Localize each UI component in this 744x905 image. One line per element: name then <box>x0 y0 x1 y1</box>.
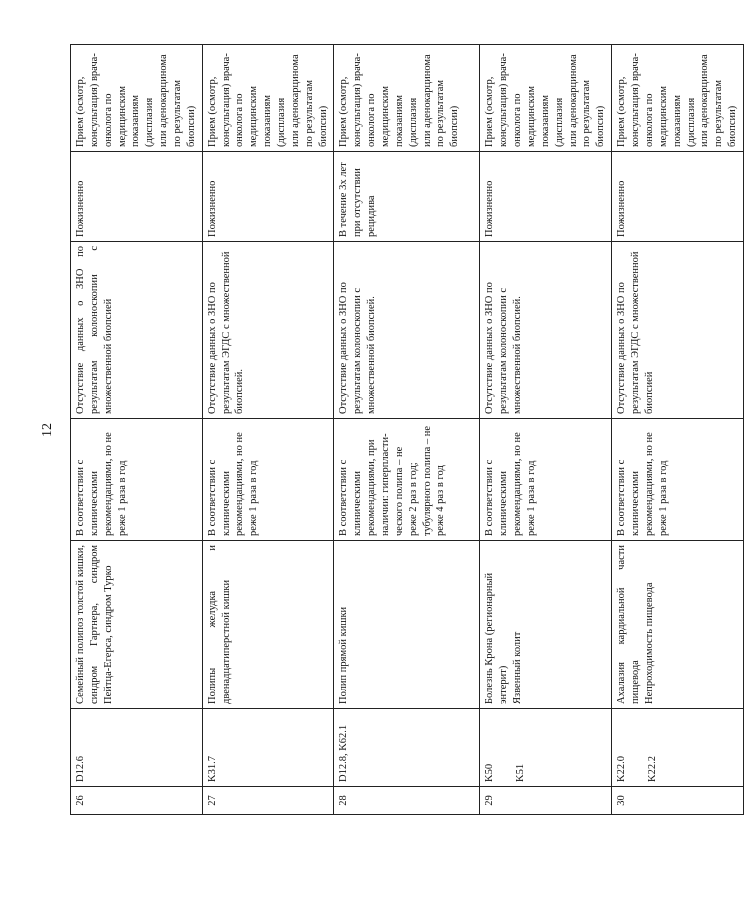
action-line: или аденокарцинома <box>699 54 711 147</box>
action-line: консультация) врача- <box>220 53 232 147</box>
action-line: или аденокарцинома <box>158 54 170 147</box>
table-row <box>71 45 203 815</box>
disease-name-primary: Болезнь Крона (регионарный энтерит) <box>484 572 510 704</box>
action-line: показаниям (дисплазия <box>393 95 419 147</box>
disease-name: Полипы желудка и двенадцатиперстной кишки <box>202 541 334 709</box>
table-row <box>480 45 612 815</box>
row-number: 28 <box>334 787 480 815</box>
recommended-actions <box>334 45 480 152</box>
disease-name-primary: Ахалазия кардиальной части пищевода <box>616 545 642 704</box>
icd-code: D12.8, K62.1 <box>334 709 480 787</box>
removal-criteria: Отсутствие данных о ЗНО по результатам ЭГДС с множественной биопсией. <box>202 242 334 419</box>
icd-code-secondary: K22.2 <box>647 756 659 782</box>
observation-frequency: В соответствии с клиническими рекомендациями, при наличии: гиперпласти-ческого полипа – не реже 2 раз в год; тубулярного полипа – не реже 4 раз в год <box>334 419 480 541</box>
action-line: или аденокарцинома <box>567 54 579 147</box>
dispensary-table-wrapper <box>70 35 739 885</box>
action-line: онколога по медицинским <box>512 85 538 147</box>
action-line: Прием (осмотр, <box>75 76 86 147</box>
observation-duration: Пожизненно <box>612 152 744 242</box>
action-line: консультация) врача- <box>352 53 364 147</box>
observation-frequency: В соответствии с клиническими рекомендациями, но не реже 1 раза в год <box>71 419 203 541</box>
recommended-actions <box>612 45 744 152</box>
action-line: онколога по медицинским <box>643 85 669 147</box>
icd-code: K31.7 <box>202 709 334 787</box>
table-row <box>334 45 480 815</box>
icd-code <box>612 709 744 787</box>
action-line: онколога по медицинским <box>234 85 260 147</box>
action-line: по результатам биопсии) <box>303 79 329 147</box>
disease-name-secondary: Непроходимость пищевода <box>643 582 655 704</box>
action-line: показаниям (дисплазия <box>262 95 288 147</box>
disease-name: Полип прямой кишки <box>334 541 480 709</box>
action-line: показаниям (дисплазия <box>539 95 565 147</box>
icd-code-primary: K50 <box>484 763 496 782</box>
action-line: по результатам биопсии) <box>172 79 197 147</box>
observation-duration: Пожизненно <box>71 152 203 242</box>
disease-name <box>612 541 744 709</box>
action-line: Прием (осмотр, <box>338 76 350 147</box>
action-line: Прием (осмотр, <box>206 76 218 147</box>
action-line: или аденокарцинома <box>421 54 433 147</box>
table-row <box>202 45 334 815</box>
action-line: консультация) врача- <box>498 53 510 147</box>
observation-frequency: В соответствии с клиническими рекомендациями, но не реже 1 раза в год <box>612 419 744 541</box>
disease-name: Семейный полипоз толстой кишки, синдром Гартнера, синдром Пейтца-Егерса, синдром Турко <box>71 541 203 709</box>
row-number: 30 <box>612 787 744 815</box>
action-line: по результатам биопсии) <box>581 79 607 147</box>
action-line: или аденокарцинома <box>289 54 301 147</box>
removal-criteria: Отсутствие данных о ЗНО по результатам колоноскопии с множественной биопсией <box>71 242 203 419</box>
observation-duration: Пожизненно <box>202 152 334 242</box>
action-line: онколога по медицинским <box>102 85 128 147</box>
observation-duration: Пожизненно <box>480 152 612 242</box>
action-line: консультация) врача- <box>88 53 100 147</box>
row-number: 26 <box>71 787 203 815</box>
rotated-table-frame <box>70 45 739 815</box>
row-number: 27 <box>202 787 334 815</box>
observation-duration: В течение 3х лет при отсутствии рецидива <box>334 152 480 242</box>
page-number: 12 <box>40 423 55 437</box>
recommended-actions <box>202 45 334 152</box>
action-line: Прием (осмотр, <box>484 76 496 147</box>
icd-code-primary: K22.0 <box>616 756 628 782</box>
action-line: онколога по медицинским <box>366 85 392 147</box>
disease-name <box>480 541 612 709</box>
observation-frequency: В соответствии с клиническими рекомендациями, но не реже 1 раза в год <box>480 419 612 541</box>
removal-criteria: Отсутствие данных о ЗНО по результатам ЭГДС с множественной биопсией <box>612 242 744 419</box>
removal-criteria: Отсутствие данных о ЗНО по результатам колоноскопии с множественной биопсией. <box>480 242 612 419</box>
action-line: по результатам биопсии) <box>713 79 739 147</box>
action-line: консультация) врача- <box>630 53 642 147</box>
dispensary-observation-table <box>70 44 744 815</box>
action-line: Прием (осмотр, <box>616 76 628 147</box>
row-number: 29 <box>480 787 612 815</box>
icd-code <box>480 709 612 787</box>
action-line: показаниям (дисплазия <box>130 95 156 147</box>
observation-frequency: В соответствии с клиническими рекомендациями, но не реже 1 раза в год <box>202 419 334 541</box>
action-line: показаниям (дисплазия <box>671 95 697 147</box>
table-row <box>612 45 744 815</box>
icd-code: D12.6 <box>71 709 203 787</box>
disease-name-secondary: Язвенный колит <box>512 631 524 704</box>
action-line: по результатам биопсии) <box>435 79 461 147</box>
icd-code-secondary: K51 <box>515 763 527 782</box>
removal-criteria: Отсутствие данных о ЗНО по результатам колоноскопии с множественной биопсией. <box>334 242 480 419</box>
recommended-actions <box>71 45 203 152</box>
recommended-actions <box>480 45 612 152</box>
